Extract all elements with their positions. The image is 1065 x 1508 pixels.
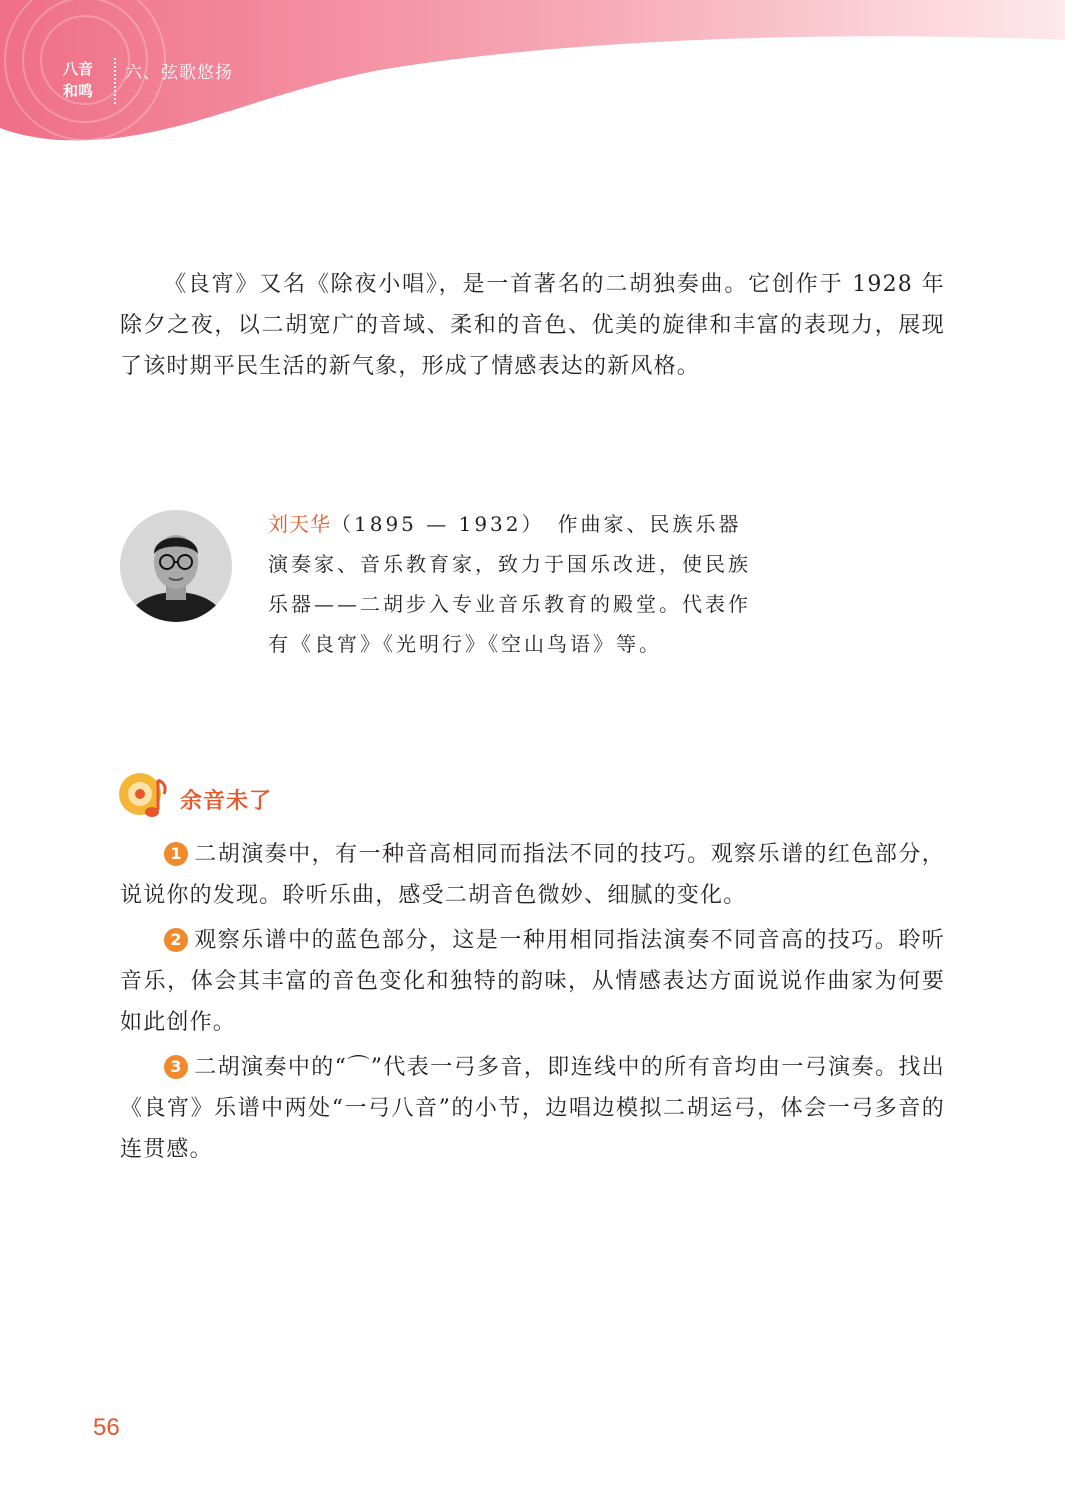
portrait-image <box>120 510 232 622</box>
exercise-text: 观察乐谱中的蓝色部分，这是一种用相同指法演奏不同音高的技巧。聆听音乐，体会其丰富的音色变化和独特的韵味，从情感表达方面说说作曲家为何要如此创作。 <box>120 928 945 1035</box>
section-heading <box>118 770 418 830</box>
exercise-item <box>120 1047 945 1170</box>
composer-portrait <box>120 510 232 622</box>
composer-name: 刘天华 <box>268 512 331 536</box>
header-divider <box>114 58 116 104</box>
exercise-number: 2 <box>164 928 188 952</box>
unit-label-line2: 和鸣 <box>62 82 93 100</box>
composer-description: 作曲家、民族乐器演奏家、音乐教育家，致力于国乐改进，使民族乐器——二胡步入专业音乐教育的殿堂。代表作有《良宵》《光明行》《空山鸟语》等。 <box>268 512 751 656</box>
lesson-title: 六、弦歌悠扬 <box>125 63 233 83</box>
section-title: 余音未了 <box>180 789 273 814</box>
intro-paragraph: 《良宵》又名《除夜小唱》，是一首著名的二胡独奏曲。它创作于 1928 年除夕之夜，以二胡宽广的音域、柔和的音色、优美的旋律和丰富的表现力，展现了该时期平民生活的新气象，形成了情感表达的新风格。 <box>120 272 945 379</box>
exercise-item <box>120 834 945 916</box>
composer-bio <box>268 504 758 664</box>
exercise-text: 二胡演奏中，有一种音高相同而指法不同的技巧。观察乐谱的红色部分，说说你的发现。聆听乐曲，感受二胡音色微妙、细腻的变化。 <box>120 842 945 908</box>
exercise-number: 1 <box>164 842 188 866</box>
exercise-text: 二胡演奏中的“⌒”代表一弓多音，即连线中的所有音均由一弓演奏。找出《良宵》乐谱中两处“一弓八音”的小节，边唱边模拟二胡运弓，体会一弓多音的连贯感。 <box>120 1055 945 1162</box>
unit-label <box>50 58 106 102</box>
exercise-item <box>120 920 945 1043</box>
composer-dates: （1895 — 1932） <box>331 512 535 536</box>
music-disc-icon <box>118 770 178 830</box>
unit-label-line1: 八音 <box>62 60 93 78</box>
exercise-list <box>120 834 945 1174</box>
exercise-number: 3 <box>164 1055 188 1079</box>
intro-section <box>120 264 945 387</box>
page-number: 56 <box>93 1414 120 1441</box>
